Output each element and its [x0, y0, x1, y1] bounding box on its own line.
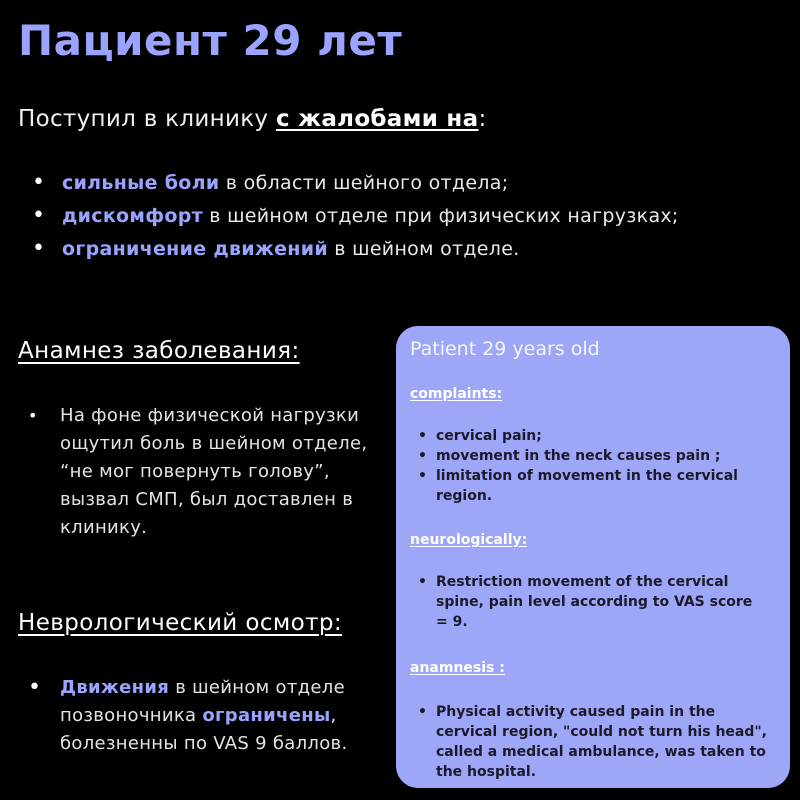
anamnesis-heading — [18, 338, 300, 364]
card-item-text: movement in the neck causes pain ; — [436, 448, 721, 464]
bullet-dot-icon: • — [418, 704, 427, 720]
card-list-item — [418, 702, 768, 782]
complaint-highlight: ограничение движений — [62, 238, 328, 260]
complaint-highlight: сильные боли — [62, 172, 220, 194]
complaint-highlight: дискомфорт — [62, 205, 203, 227]
bullet-dot-icon: • — [32, 203, 46, 228]
page-title: Пациент 29 лет — [18, 16, 403, 65]
bullet-dot-icon: • — [418, 448, 427, 464]
card-neuro-list — [418, 572, 768, 632]
neuro-heading — [18, 610, 342, 636]
card-item-text: Restriction movement of the cervical spine, pain level according to VAS score = 9. — [436, 574, 753, 630]
card-list-item — [418, 572, 768, 632]
complaints-list — [32, 168, 682, 267]
intro-emphasis: с жалобами на — [275, 106, 479, 132]
complaint-text: в области шейного отдела; — [219, 172, 509, 194]
neuro-list — [28, 674, 378, 758]
anamnesis-item — [28, 402, 378, 542]
intro-suffix: : — [478, 106, 487, 132]
card-item-text: Physical activity caused pain in the cervical region, "could not turn his head", called a medical ambulance, was taken to the hospital. — [436, 704, 767, 780]
neuro-highlight-2: ограничены — [202, 705, 331, 726]
neuro-text-2: , болезненны по VAS 9 баллов. — [60, 705, 348, 754]
card-title: Patient 29 years old — [410, 338, 600, 360]
card-anamnesis-list — [418, 702, 768, 782]
anamnesis-heading-text: Анамнез заболевания: — [18, 338, 300, 364]
card-list-item — [418, 446, 768, 466]
neuro-item — [28, 674, 378, 758]
bullet-dot-icon: • — [418, 574, 427, 590]
card-list-item — [418, 426, 768, 446]
complaint-item — [32, 234, 682, 264]
intro-prefix: Поступил в клинику — [18, 106, 276, 132]
neuro-highlight-1: Движения — [60, 677, 170, 698]
card-item-text: limitation of movement in the cervical region. — [436, 468, 738, 504]
anamnesis-item-text: На фоне физической нагрузки ощутил боль в шейном отделе, “не мог повернуть голову”, вызвал СМП, был доставлен в клинику. — [60, 405, 368, 538]
card-list-item — [418, 466, 768, 506]
bullet-dot-icon: • — [32, 236, 46, 261]
card-complaints-list — [418, 426, 768, 506]
card-neuro-heading: neurologically: — [410, 532, 528, 548]
complaint-item — [32, 201, 682, 231]
complaint-text: в шейном отделе. — [327, 238, 520, 260]
bullet-dot-icon: • — [28, 406, 38, 425]
bullet-dot-icon: • — [32, 170, 46, 195]
complaint-item — [32, 168, 682, 198]
anamnesis-list — [28, 402, 378, 542]
neuro-heading-text: Неврологический осмотр: — [18, 610, 343, 636]
bullet-dot-icon: • — [28, 675, 42, 700]
card-complaints-heading: complaints: — [410, 386, 503, 402]
card-item-text: cervical pain; — [436, 428, 542, 444]
english-summary-card — [396, 326, 790, 788]
bullet-dot-icon: • — [418, 468, 427, 484]
complaint-text: в шейном отделе при физических нагрузках; — [202, 205, 679, 227]
neuro-text-1: в шейном отделе позвоночника — [60, 677, 345, 726]
bullet-dot-icon: • — [418, 428, 427, 444]
card-anamnesis-heading: anamnesis : — [410, 660, 505, 676]
intro-line — [18, 106, 487, 132]
